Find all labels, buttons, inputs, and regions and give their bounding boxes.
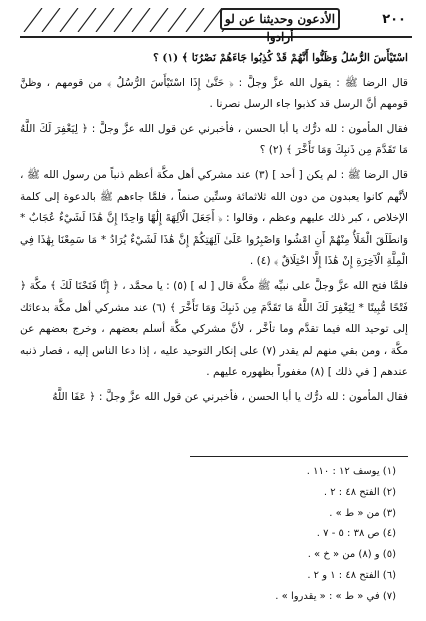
text-paragraph: قال الرضا ﷺ : يقول الله عزَّ وجلَّ : ﴿ حَتَّىٰ إِذَا اسْتَيْأَسَ الرُّسُلُ ﴾ من قومهم ، وظنَّ قومهم أنَّ الرسل قد كذبوا جاء الرسل نصرنا .	[20, 76, 408, 111]
page-number: ٢٠٠	[382, 12, 406, 27]
header-hatch-ornament	[20, 8, 240, 32]
footnote: (١) يوسف ١٢ : ١١٠ .	[306, 466, 396, 477]
footnote: (٣) من « ط » .	[329, 507, 396, 519]
footnote: (٦) الفتح ٤٨ : ١ و ٢ .	[307, 569, 396, 581]
page-header	[20, 6, 412, 44]
running-title: الأدعون وحديثنا عن لو أرادوا	[220, 8, 340, 30]
text-paragraph: فقال المأمون : لله درُّك يا أبا الحسن ، فأخبرني عن قول الله عزَّ وجلَّ : ﴿ لِيَغْفِرَ لَكَ اللَّهُ مَا تَقَدَّمَ مِن ذَنبِكَ وَمَا تَأَخَّرَ ﴾ (٢) ؟	[20, 122, 408, 157]
main-text	[20, 48, 408, 409]
quran-verse-line: اسْتَيْأَسَ الرُّسُلُ وَظَنُّوا أَنَّهُمْ قَدْ كُذِبُوا جَاءَهُمْ نَصْرُنَا ﴾ (١) ؟	[153, 52, 408, 64]
footnote: (٢) الفتح ٤٨ : ٢ .	[323, 486, 396, 498]
footnote: (٥) و (٨) من « خ » .	[307, 549, 396, 561]
footnotes	[20, 462, 408, 608]
text-paragraph: فلمَّا فتح الله عزَّ وجلَّ على نبيِّه ﷺ مكَّة قال [ له ] (٥) : يا محمَّد ، ﴿ إِنَّا فَتَحْنَا لَكَ ﴾ مكَّة ﴿ فَتْحًا مُّبِينًا * لِيَغْفِرَ لَكَ اللَّهُ مَا تَقَدَّمَ مِن ذَنبِكَ وَمَا تَأَخَّرَ ﴾ (٦) عند مشركي أهل مكَّة بدعائك إلى توحيد الله فيما تقدَّم وما تأخَّر ، لأنَّ مشركي مكَّة أسلم بعضهم ، وخرج بعضهم عن مكَّة ، ومن بقي منهم لم يقدر (٧) على إنكار التوحيد عليه ، إذا دعا الناس إليه ، فصار ذنبه عندهم [ في ذلك ] (٨) مغفوراً بظهوره عليهم .	[20, 279, 409, 379]
text-paragraph: قال الرضا ﷺ : لم يكن [ أحد ] (٣) عند مشركي أهل مكَّة أعظم ذنباً من رسول الله ﷺ ، لأنَّهم كانوا يعبدون من دون الله ثلاثمائة وستِّين صنماً ، فلمَّا جاءهم ﷺ بالدعوة إلى كلمة الإخلاص ، كبر ذلك عليهم وعظم ، وقالوا : ﴿ أَجَعَلَ الْآلِهَةَ إِلَٰهًا وَاحِدًا إِنَّ هَٰذَا لَشَيْءٌ عُجَابٌ * وَانطَلَقَ الْمَلَأُ مِنْهُمْ أَنِ امْشُوا وَاصْبِرُوا عَلَىٰ آلِهَتِكُمْ إِنَّ هَٰذَا لَشَيْءٌ يُرَادُ * مَا سَمِعْنَا بِهَٰذَا فِي الْمِلَّةِ الْآخِرَةِ إِنْ هَٰذَا إِلَّا اخْتِلَاقٌ ﴾ (٤) .	[20, 168, 408, 268]
text-paragraph: فقال المأمون : لله درُّك يا أبا الحسن ، فأخبرني عن قول الله عزَّ وجلَّ : ﴿ عَفَا اللَّهُ	[52, 390, 408, 403]
footnote-divider	[190, 456, 408, 457]
footnote: (٧) في « ط » : « يقدروا » .	[275, 590, 396, 602]
footnote: (٤) ص ٣٨ : ٥ - ٧ .	[316, 528, 396, 540]
